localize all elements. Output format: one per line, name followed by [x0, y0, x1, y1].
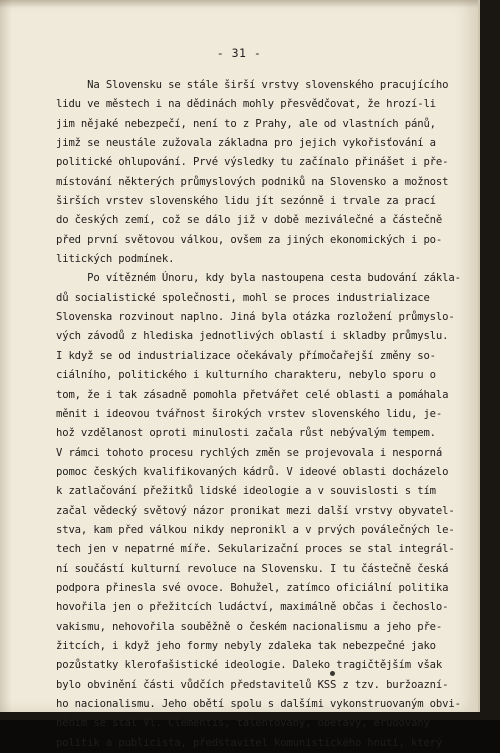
text-line: do českých zemí, což se dálo již v době meziválečné a částečně [56, 214, 443, 227]
text-line: jimž se neustále zužovala základna pro jejich vykořisťování a [56, 137, 436, 150]
text-line: politik a publicista, představitel komunistického hnutí, který [56, 736, 443, 749]
text-line: ní součástí kulturní revoluce na Slovensku. I tu částečně česká [56, 562, 449, 575]
text-line: Na Slovensku se stále širší vrstvy slovenského pracujícího [56, 79, 449, 91]
text-line: Po vítězném Únoru, kdy byla nastoupena cesta budování zákla- [56, 272, 461, 285]
text-line: podpora přinesla své ovoce. Bohužel, zatímco oficiální politika [56, 581, 449, 594]
text-line: k zatlačování přežitků lidské ideologie a v souvislosti s tím [56, 485, 436, 498]
text-line: pozůstatky klerofašistické ideologie. Daleko tragičtějším však [56, 659, 443, 672]
text-line: litických podmínek. [56, 253, 175, 266]
text-line: politické ohlupování. Prvé výsledky tu začínalo přinášet i pře- [56, 156, 449, 169]
text-line: tech jen v nepatrné míře. Sekularizační proces se stal integrál- [56, 543, 455, 556]
text-line: ho nacionalismu. Jeho obětí spolu s dalšími vykonstruovaným obvi- [56, 698, 461, 710]
text-line: stva, kam před válkou nikdy nepronikl a v prvých poválečných le- [56, 523, 455, 536]
text-line: tom, že i tak zásadně pomohla přetvářet celé oblasti a pomáhala [56, 388, 449, 401]
text-line: měnit i ideovou tvářnost širokých vrstev slovenského lidu, je- [56, 407, 443, 420]
page-top-edge [0, 0, 478, 8]
page-number: - 31 - [216, 46, 262, 60]
text-line: vakismu, nehovořila souběžně o českém nacionalismu a jeho pře- [56, 620, 443, 633]
text-line: místování některých průmyslových podniků na Slovensko a možnost [56, 175, 449, 188]
text-line: něním se stal Vl. Clementis, talentovaný, obětavý, erudovaný [56, 717, 430, 730]
text-line: před první světovou válkou, ovšem za jiných ekonomických i po- [56, 233, 443, 246]
binding-shadow [0, 0, 12, 712]
text-line: V rámci tohoto procesu rychlých změn se projevovala i nesporná [56, 446, 443, 459]
text-line: dů socialistické společnosti, mohl se proces industrializace [56, 291, 430, 304]
text-line: žitcích, i když jeho formy nebyly zdaleka tak nebezpečné jako [56, 639, 436, 652]
text-line: lidu ve městech i na dědinách mohly přesvědčovat, že hrozí-li [56, 98, 436, 111]
text-line: bylo obvinění části vůdčích představitelů KSS z tzv. buržoazní- [56, 678, 449, 691]
text-line: jim nějaké nebezpečí, není to z Prahy, ale od vlastních pánů, [56, 117, 436, 130]
text-line: začal vědecký světový názor pronikat mezi další vrstvy obyvatel- [56, 504, 455, 517]
text-line: širších vrstev slovenského lidu jít sezónně i trvale za prací [56, 195, 436, 208]
text-line: I když se od industrializace očekávaly přímočařejší změny so- [56, 349, 436, 362]
text-line: hož vzdělanost oproti minulosti začala růst nebývalým tempem. [56, 427, 436, 440]
text-line: vých závodů z hlediska jednotlivých oblastí i skladby průmyslu. [56, 330, 449, 343]
text-line: Slovenska rozvinout naplno. Jiná byla otázka rozložení průmyslo- [56, 311, 455, 324]
text-line: pomoc českých kvalifikovaných kádrů. V ideové oblasti docházelo [56, 465, 449, 478]
text-line: ciálního, politického i kulturního charakteru, nebylo sporu o [56, 369, 436, 382]
ink-spot [330, 671, 335, 676]
body-text [56, 76, 461, 753]
text-line: hovořila jen o přežitcích ludáctví, maximálně občas i čechoslo- [56, 601, 449, 614]
